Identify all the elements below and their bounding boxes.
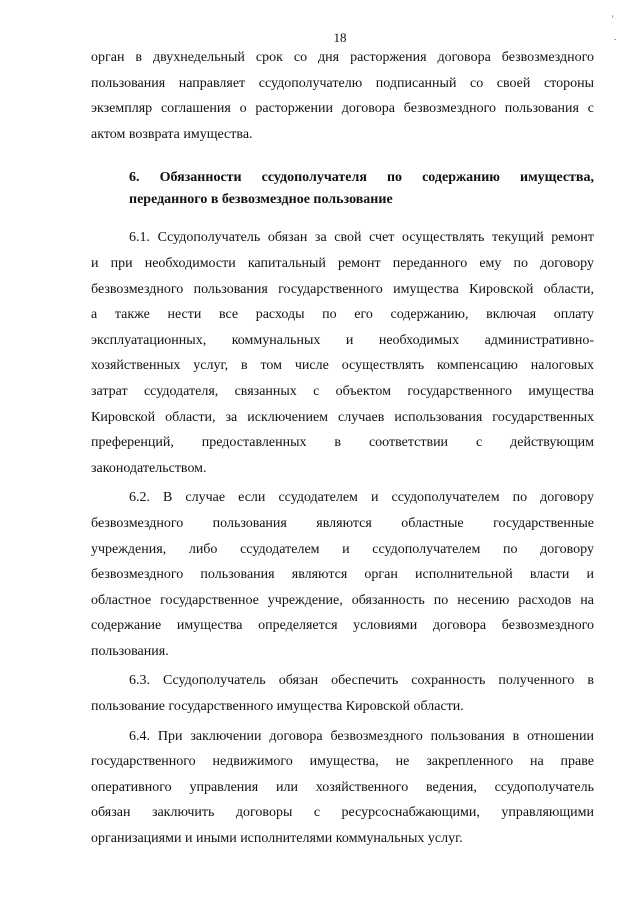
text-line: пользования. <box>91 643 169 659</box>
text-line: хозяйственных услуг, в том числе осуществлять компенсацию налоговых <box>91 358 594 374</box>
text-line: учреждения, либо ссудодателем и ссудополучателем по договору <box>91 541 594 557</box>
text-line: Кировской области, за исключением случаев использования государственных <box>91 409 594 425</box>
clause-6-3 <box>91 668 594 719</box>
text-line: экземпляр соглашения о расторжении договора безвозмездного пользования с <box>91 101 594 117</box>
text-line: безвозмездного пользования являются областные государственные <box>91 515 594 531</box>
text-line: 6.1. Ссудополучатель обязан за свой счет осуществлять текущий ремонт <box>129 230 594 246</box>
heading-line: 6. Обязанности ссудополучателя по содержанию имущества, <box>129 170 594 186</box>
text-line: пользования направляет ссудополучателю подписанный со своей стороны <box>91 75 594 91</box>
text-line: оперативного управления или хозяйственного ведения, ссудополучатель <box>91 779 594 795</box>
intro-paragraph <box>91 45 594 147</box>
clause-6-2 <box>91 485 594 664</box>
text-line: и при необходимости капитальный ремонт переданного ему по договору <box>91 255 594 271</box>
scan-mark-side: . <box>614 32 617 42</box>
text-line: государственного недвижимого имущества, не закрепленного на праве <box>91 754 594 770</box>
clause-6-1 <box>91 225 594 481</box>
text-line: содержание имущества определяется условиями договора безвозмездного <box>91 618 594 634</box>
text-line: 6.2. В случае если ссудодателем и ссудополучателем по договору <box>129 490 594 506</box>
page-number: 18 <box>333 30 347 45</box>
scan-mark-top: ' <box>612 14 614 24</box>
text-line: эксплуатационных, коммунальных и необходимых административно- <box>91 332 594 348</box>
text-line: преференций, предоставленных в соответствии с действующим <box>91 435 594 451</box>
text-line: безвозмездного пользования являются орган исполнительной власти и <box>91 567 594 583</box>
text-line: а также нести все расходы по его содержанию, включая оплату <box>91 307 594 323</box>
text-line: актом возврата имущества. <box>91 126 253 142</box>
text-line: пользование государственного имущества Кировской области. <box>91 699 464 715</box>
text-line: орган в двухнедельный срок со дня расторжения договора безвозмездного <box>91 50 594 65</box>
text-line: организациями и иными исполнителями коммунальных услуг. <box>91 831 463 847</box>
text-line: безвозмездного пользования государственного имущества Кировской области, <box>91 281 594 297</box>
section-6-heading <box>91 167 594 211</box>
text-line: обязан заключить договоры с ресурсоснабжающими, управляющими <box>91 805 594 821</box>
heading-line: переданного в безвозмездное пользование <box>129 192 393 208</box>
text-line: законодательством. <box>91 460 207 476</box>
text-line: 6.3. Ссудополучатель обязан обеспечить сохранность полученного в <box>129 673 594 689</box>
text-line: областное государственное учреждение, обязанность по несению расходов на <box>91 592 594 608</box>
document-body <box>91 45 594 852</box>
clause-6-4 <box>91 724 594 852</box>
text-line: затрат ссудодателя, связанных с объектом государственного имущества <box>91 383 594 399</box>
text-line: 6.4. При заключении договора безвозмездного пользования в отношении <box>129 728 594 744</box>
